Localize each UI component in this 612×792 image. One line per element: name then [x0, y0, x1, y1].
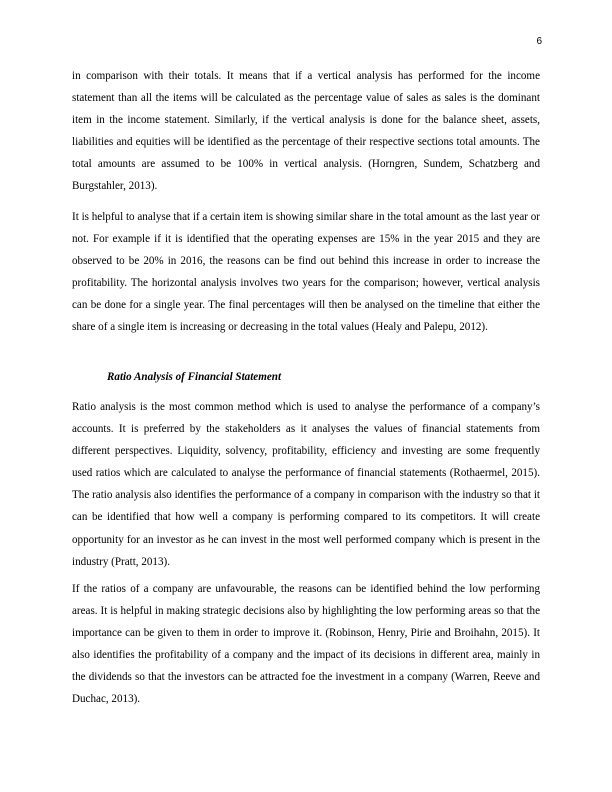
section-heading-ratio-analysis: Ratio Analysis of Financial Statement — [107, 371, 282, 383]
paragraph-vertical-analysis: in comparison with their totals. It means that if a vertical analysis has performed for the income statement than all the items will be calculated as the percentage value of sales as sales is the dominant item in the income statement. Similarly, if the vertical analysis is done for the balance sheet, assets, liabilities and equities will be identified as the percentage of their respective sections total amounts. The total amounts are assumed to be 100% in vertical analysis. (Horngren, Sundem, Schatzberg and Burgstahler, 2013). — [72, 70, 540, 193]
paragraph-unfavourable-ratios: If the ratios of a company are unfavourable, the reasons can be identified behind the low performing areas. It is helpful in making strategic decisions also by highlighting the low performing areas so that the importance can be given to them in order to improve it. (Robinson, Henry, Pirie and Broihahn, 2015). It also identifies the profitability of a company and the impact of its decisions in different area, mainly in the dividends so that the investors can be attracted foe the investment in a company (Warren, Reeve and Duchac, 2013). — [72, 583, 540, 706]
paragraph-ratio-analysis: Ratio analysis is the most common method which is used to analyse the performance of a company’s accounts. It is preferred by the stakeholders as it analyses the values of financial statements from different perspectives. Liquidity, solvency, profitability, efficiency and investing are some frequently used ratios which are calculated to analyse the performance of financial statements (Rothaermel, 2015). The ratio analysis also identifies the performance of a company in comparison with the industry so that it can be identified that how well a company is performing compared to its competitors. It will create opportunity for an investor as he can invest in the most well performed company which is present in the industry (Pratt, 2013). — [72, 401, 540, 568]
paragraph-share-comparison: It is helpful to analyse that if a certain item is showing similar share in the total amount as the last year or not. For example if it is identified that the operating expenses are 15% in the year 2015 and they are observed to be 20% in 2016, the reasons can be find out behind this increase in order to increase the profitability. The horizontal analysis involves two years for the comparison; however, vertical analysis can be done for a single year. The final percentages will then be analysed on the timeline that either the share of a single item is increasing or decreasing in the total values (Healy and Palepu, 2012). — [72, 211, 540, 334]
page-number: 6 — [536, 36, 542, 47]
